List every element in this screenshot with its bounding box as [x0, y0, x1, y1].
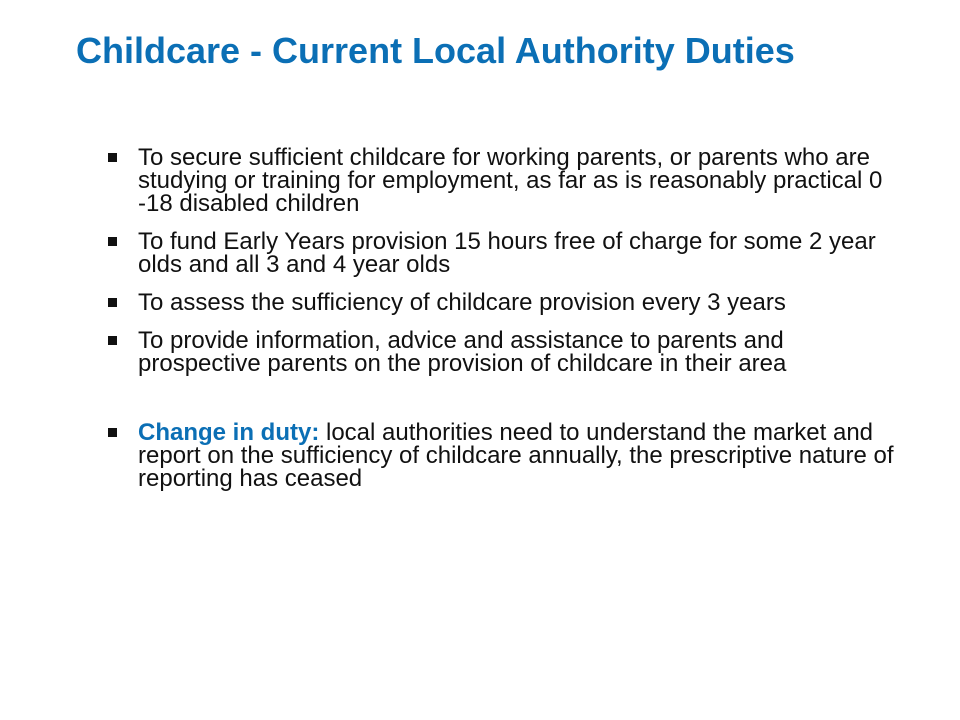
square-bullet-icon	[108, 336, 117, 345]
square-bullet-icon	[108, 237, 117, 246]
bullet-lead-highlight: Change in duty:	[138, 419, 320, 446]
bullet-item	[106, 291, 906, 314]
bullet-list	[106, 146, 906, 505]
square-bullet-icon	[108, 153, 117, 162]
bullet-text: To provide information, advice and assistance to parents and prospective parents on the provision of childcare in their area	[138, 327, 787, 377]
bullet-item	[106, 230, 906, 276]
bullet-text: To secure sufficient childcare for working parents, or parents who are studying or training for employment, as far as is reasonably practical 0 -18 disabled children	[138, 144, 883, 217]
square-bullet-icon	[108, 298, 117, 307]
bullet-text: To assess the sufficiency of childcare provision every 3 years	[138, 289, 786, 316]
bullet-item-change-in-duty	[106, 421, 906, 490]
bullet-item	[106, 146, 906, 215]
square-bullet-icon	[108, 428, 117, 437]
bullet-text: To fund Early Years provision 15 hours free of charge for some 2 year olds and all 3 and 4 year olds	[138, 228, 876, 278]
slide-title: Childcare - Current Local Authority Duties	[76, 30, 795, 71]
bullet-text: local authorities need to understand the market and report on the sufficiency of childcare annually, the prescriptive nature of reporting has ceased	[138, 419, 894, 492]
bullet-item	[106, 329, 906, 375]
